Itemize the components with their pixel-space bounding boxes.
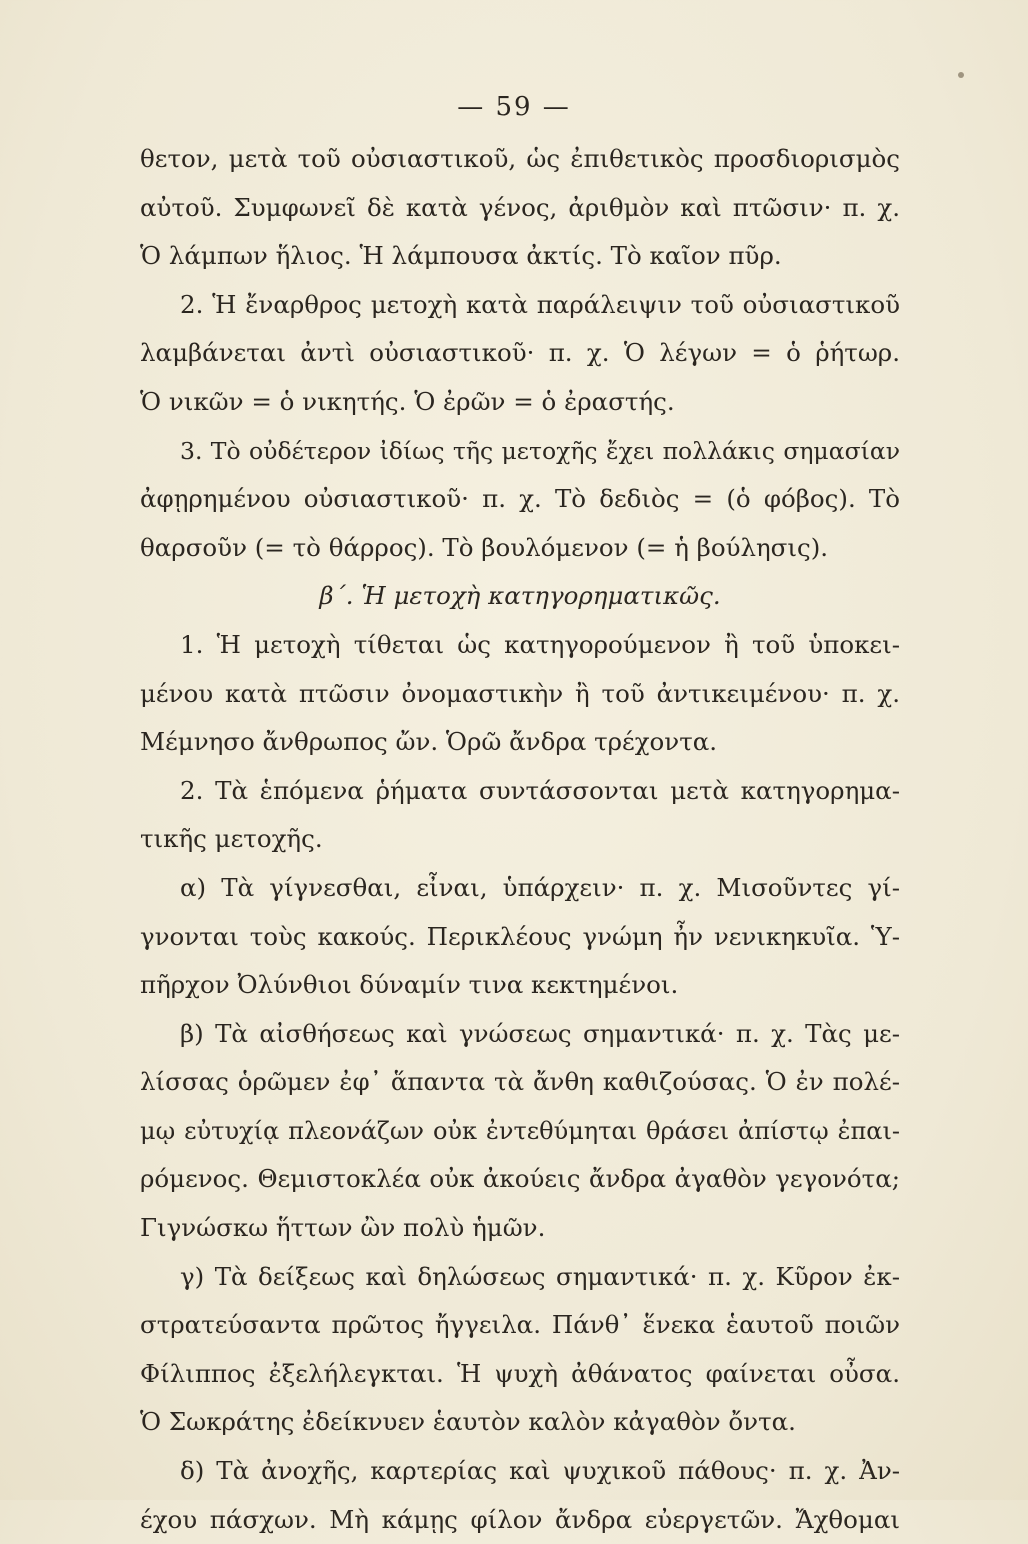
- text-line: Μέμνησο ἄνθρωπος ὤν. Ὁρῶ ἄνδρα τρέχοντα.: [140, 727, 718, 757]
- text-line: ἀφῃρημένου οὐσιαστικοῦ· π. χ. Τὸ δεδιὸς = (ὁ φόβος). Τὸ: [140, 484, 900, 514]
- text-line: πῆρχον Ὀλύνθιοι δύναμίν τινα κεκτημένοι.: [140, 970, 679, 1000]
- text-line: 2. Ἡ ἔναρθρος μετοχὴ κατὰ παράλειψιν τοῦ οὐσιαστικοῦ: [180, 289, 900, 319]
- page-number: — 59 —: [457, 92, 571, 122]
- text-line: Ὁ νικῶν = ὁ νικητής. Ὁ ἐρῶν = ὁ ἐραστής.: [140, 386, 675, 416]
- text-line: γ) Τὰ δείξεως καὶ δηλώσεως σημαντικά· π. χ. Κῦρον ἐκ-: [180, 1261, 900, 1291]
- text-line: γνονται τοὺς κακούς. Περικλέους γνώμη ἦν νενικηκυῖα. Ὑ-: [140, 921, 900, 951]
- text-line: θαρσοῦν (= τὸ θάρρος). Τὸ βουλόμενον (= ἡ βούλησις).: [140, 532, 829, 562]
- text-line: μῳ εὐτυχίᾳ πλεονάζων οὐκ ἐντεθύμηται θράσει ἀπίστῳ ἐπαι-: [140, 1116, 900, 1145]
- ink-spot: [958, 72, 964, 78]
- text-line: β) Τὰ αἰσθήσεως καὶ γνώσεως σημαντικά· π. χ. Τὰς με-: [180, 1018, 900, 1048]
- text-line: έχου πάσχων. Μὴ κάμῃς φίλον ἄνδρα εὐεργετῶν. Ἄχθομαι: [140, 1504, 900, 1534]
- text-line: 2. Τὰ ἑπόμενα ῥήματα συντάσσονται μετὰ κατηγορημα-: [180, 775, 900, 805]
- body-text: [140, 135, 900, 1544]
- text-line: 3. Τὸ οὐδέτερον ἰδίως τῆς μετοχῆς ἔχει πολλάκις σημασίαν: [180, 436, 900, 465]
- text-line: τικῆς μετοχῆς.: [140, 824, 323, 854]
- text-line: α) Τὰ γίγνεσθαι, εἶναι, ὑπάρχειν· π. χ. Μισοῦντες γί-: [180, 872, 900, 902]
- text-line: στρατεύσαντα πρῶτος ἤγγειλα. Πάνθ᾽ ἕνεκα ἑαυτοῦ ποιῶν: [140, 1310, 900, 1340]
- text-line: θετον, μετὰ τοῦ οὐσιαστικοῦ, ὡς ἐπιθετικὸς προσδιορισμὸς: [140, 144, 900, 173]
- text-line: δ) Τὰ ἀνοχῆς, καρτερίας καὶ ψυχικοῦ πάθους· π. χ. Ἀν-: [180, 1456, 900, 1486]
- section-heading: β΄. Ἡ μετοχὴ κατηγορηματικῶς.: [319, 581, 721, 611]
- text-line: λίσσας ὁρῶμεν ἐφ᾽ ἅπαντα τὰ ἄνθη καθιζούσας. Ὁ ἐν πολέ-: [140, 1067, 900, 1097]
- text-line: μένου κατὰ πτῶσιν ὀνομαστικὴν ἢ τοῦ ἀντικειμένου· π. χ.: [140, 678, 900, 708]
- text-line: Ὁ Σωκράτης ἐδείκνυεν ἑαυτὸν καλὸν κἀγαθὸν ὄντα.: [140, 1407, 796, 1437]
- text-line: αὐτοῦ. Συμφωνεῖ δὲ κατὰ γένος, ἀριθμὸν καὶ πτῶσιν· π. χ.: [140, 192, 900, 222]
- text-line: Φίλιππος ἐξελήλεγκται. Ἡ ψυχὴ ἀθάνατος φαίνεται οὖσα.: [140, 1358, 900, 1388]
- text-line: Ὁ λάμπων ἥλιος. Ἡ λάμπουσα ἀκτίς. Τὸ καῖον πῦρ.: [140, 241, 782, 271]
- text-line: 1. Ἡ μετοχὴ τίθεται ὡς κατηγορούμενον ἢ τοῦ ὑποκει-: [180, 629, 900, 659]
- text-line: ρόμενος. Θεμιστοκλέα οὐκ ἀκούεις ἄνδρα ἀγαθὸν γεγονότα;: [140, 1164, 900, 1194]
- text-line: λαμβάνεται ἀντὶ οὐσιαστικοῦ· π. χ. Ὁ λέγων = ὁ ῥήτωρ.: [140, 338, 900, 368]
- text-line: Γιγνώσκω ἥττων ὢν πολὺ ἡμῶν.: [140, 1213, 546, 1243]
